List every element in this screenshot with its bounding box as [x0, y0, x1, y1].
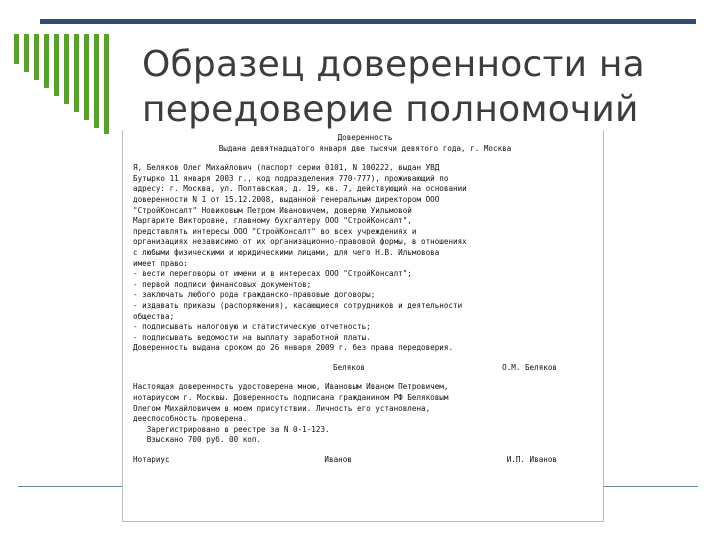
slide-title	[142, 42, 702, 132]
notary-line: Настоящая доверенность удостоверена мною, Ивановым Иваном Петровичем,	[133, 382, 449, 392]
signature-principal-name: О.М. Беляков	[502, 362, 557, 372]
document-body-line: с любыми физическими и юридическими лицами, для чего Н.В. Ильмовова	[133, 247, 440, 257]
top-rule	[40, 19, 696, 24]
document-body-line: Бутырко 11 января 2003 г., код подразделения 770-777), проживающий по	[133, 173, 449, 183]
document-body-line: - издавать приказы (распоряжения), касающиеся сотрудников и деятельности	[133, 300, 463, 310]
document-body-line: - заключать любого рода гражданско-правовые договоры;	[133, 290, 376, 300]
document-body-line: - первой подписи финансовых документов;	[133, 279, 312, 289]
notary-line: Взыскано 700 руб. 00 коп.	[133, 435, 262, 445]
document-body-line: Я, Беляков Олег Михайлович (паспорт серии 0101, N 100222, выдан УВД	[133, 163, 440, 173]
document-body-line: - подписывать ведомости на выплату заработной платы.	[133, 332, 371, 342]
document-body-line: адресу: г. Москва, ул. Полтавская, д. 19, кв. 7, действующий на основании	[133, 184, 467, 194]
document-body-line: Маргарите Викторовне, главному бухгалтеру ООО "СтройКонсалт",	[133, 216, 412, 226]
scanned-document	[122, 130, 604, 522]
signature-row-notary	[133, 455, 597, 466]
document-body-line: доверенности N 1 от 15.12.2008, выданной генеральным директором ООО	[133, 194, 440, 204]
document-body-line: представлять интересы ООО "СтройКонсалт" во всех учреждениях и	[133, 226, 417, 236]
notary-name: И.П. Иванов	[506, 455, 557, 465]
title-line-1: Образец доверенности на	[142, 44, 645, 85]
notary-line: дееспособность проверена.	[133, 414, 248, 424]
notary-line: Зарегистрировано в реестре за N 0-1-123.	[133, 424, 330, 434]
document-body-line: Доверенность выдана сроком до 26 января 2009 г. без права передоверия.	[133, 343, 454, 353]
notary-signature: Иванов	[324, 455, 352, 465]
document-subheading: Выдана девятнадцатого января две тысячи девятого года, г. Москва	[218, 143, 512, 153]
signature-principal: Беляков	[333, 362, 366, 372]
document-heading: Доверенность	[337, 133, 393, 142]
notary-line: Олегом Михайловичем в моем присутствии. Личность его установлена,	[133, 403, 431, 413]
title-line-2: передоверие полномочий	[142, 89, 639, 130]
notary-line: нотариусом г. Москвы. Доверенность подписана гражданином РФ Беляковым	[133, 393, 449, 403]
document-body-line: - вести переговоры от имени и в интересах ООО "СтройКонсалт";	[133, 269, 412, 279]
document-body-line: имеет право:	[133, 258, 188, 268]
notary-label: Нотариус	[133, 455, 170, 465]
document-body-line: - подписывать налоговую и статистическую отчетность;	[133, 322, 371, 332]
decorative-bars	[14, 34, 124, 134]
document-body-line: общества;	[133, 311, 175, 321]
signature-row-principal	[133, 363, 597, 374]
document-body-line: "СтройКонсалт" Новиковым Петром Ивановичем, доверяю Уильмовой	[133, 205, 412, 215]
document-body-line: организациях независимо от их организационно-правовой формы, в отношениях	[133, 237, 467, 247]
